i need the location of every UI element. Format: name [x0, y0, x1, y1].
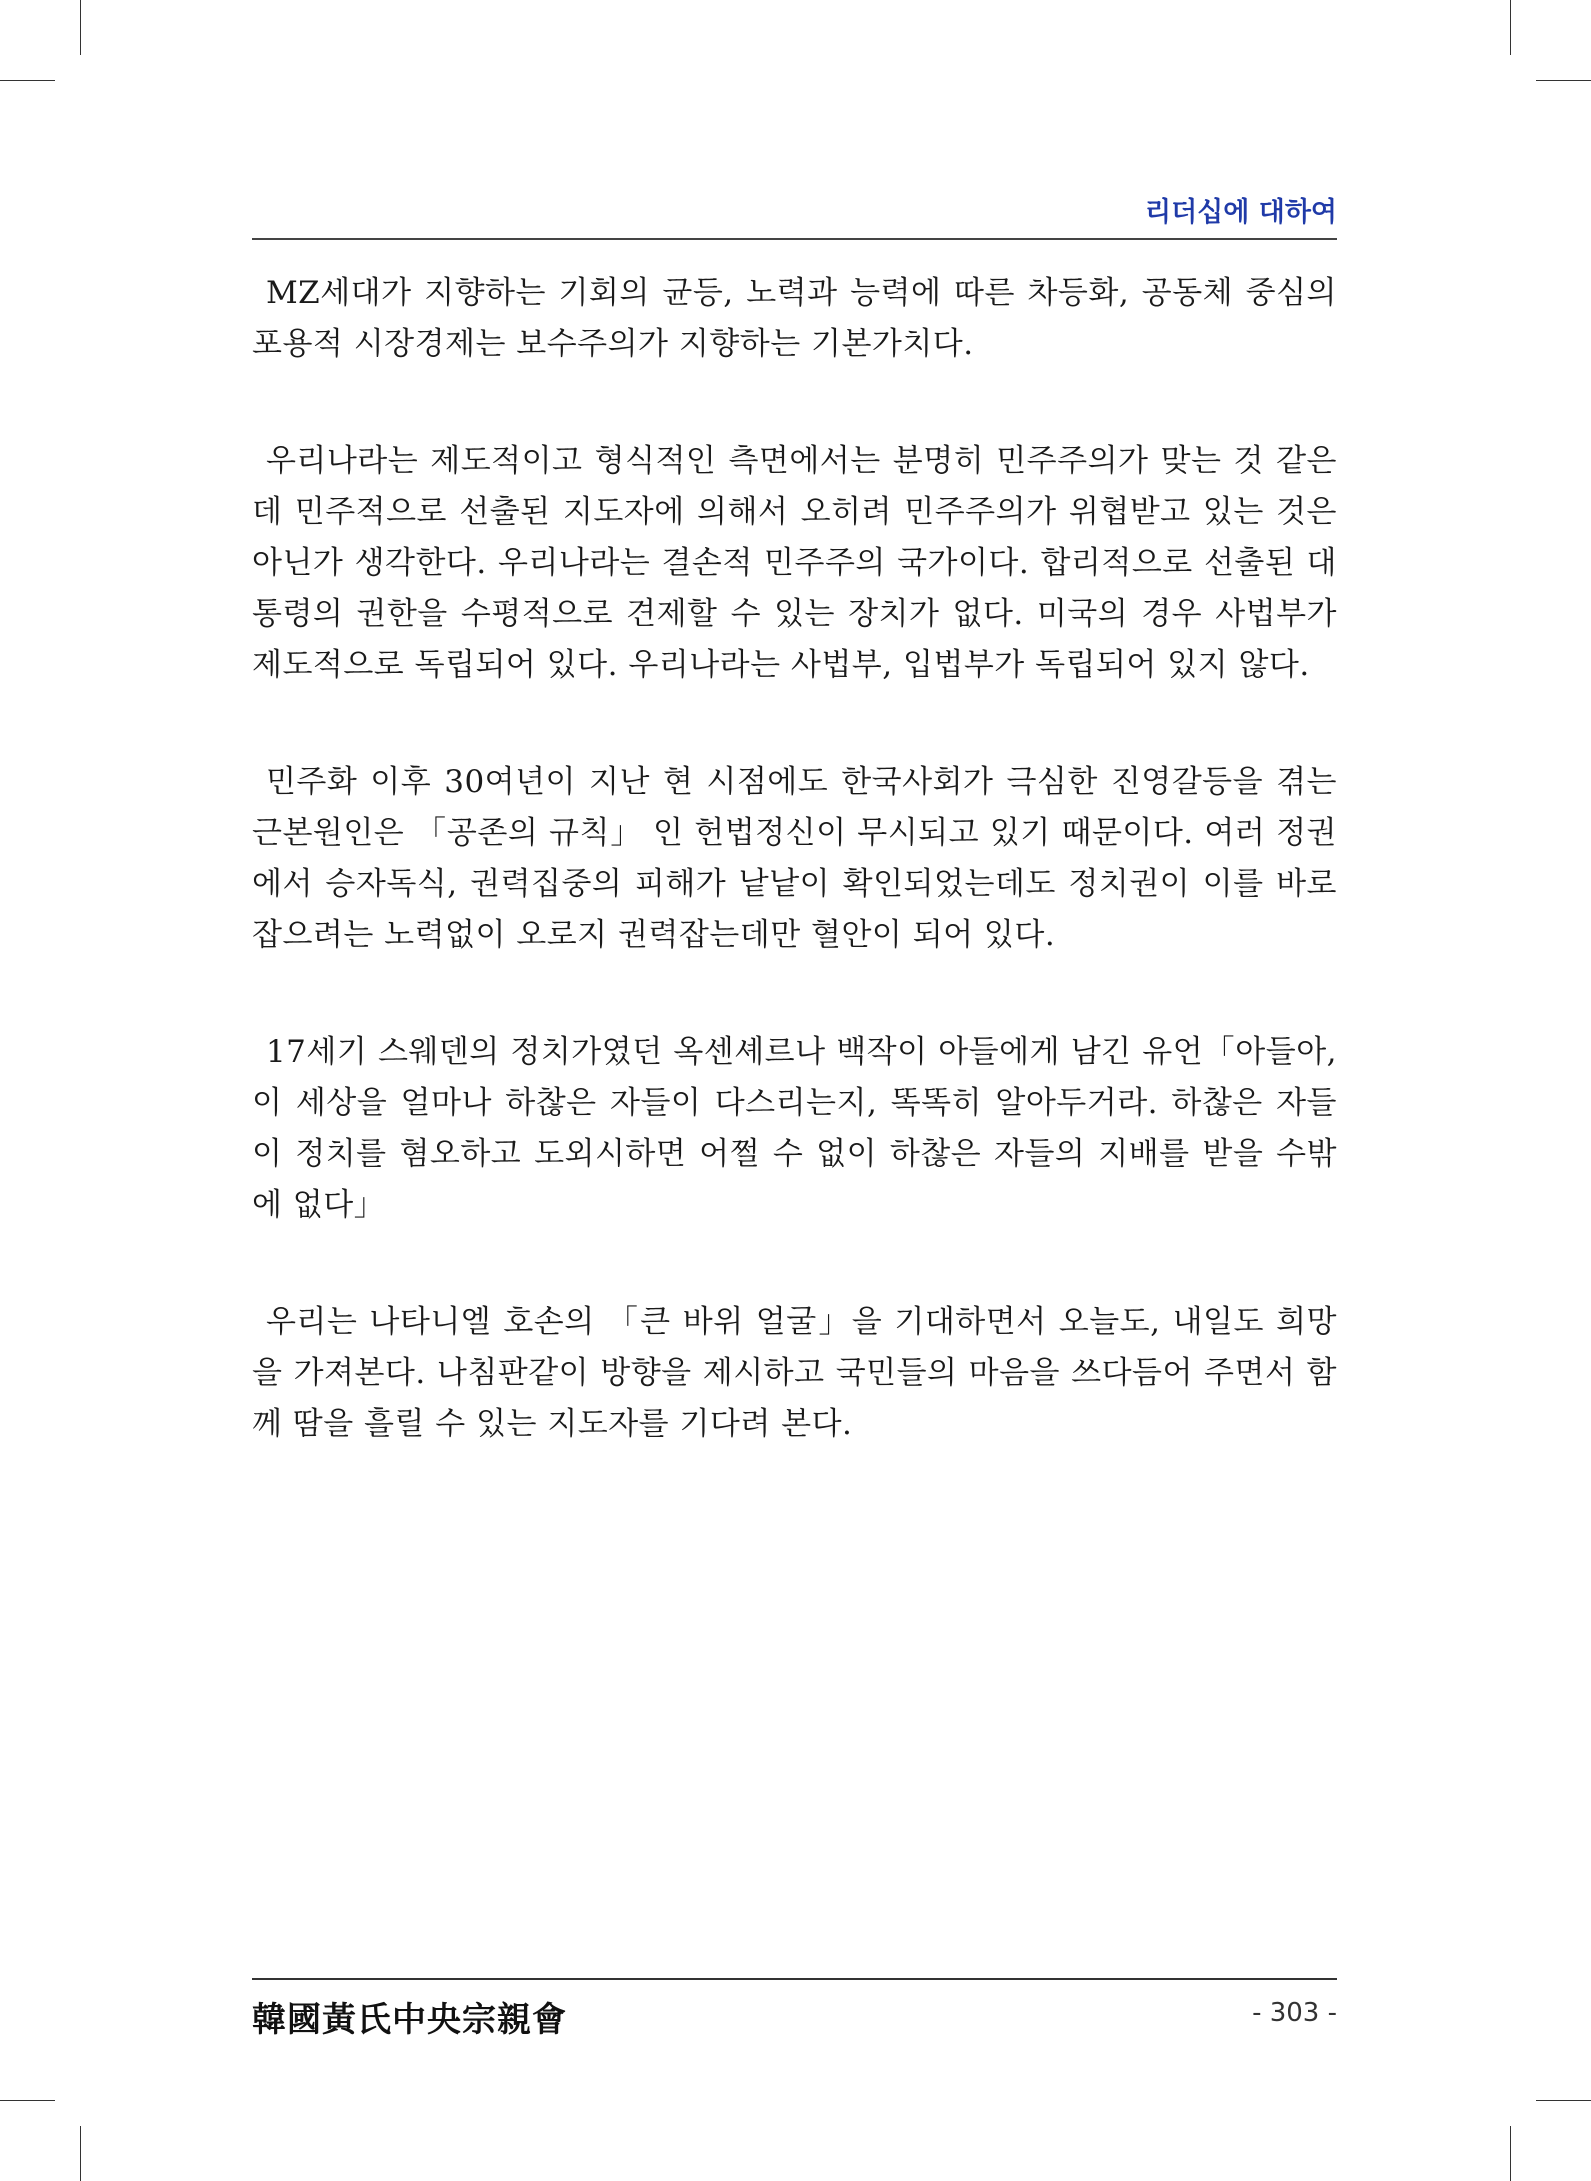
crop-mark — [1510, 2126, 1511, 2181]
paragraph: MZ세대가 지향하는 기회의 균등, 노력과 능력에 따른 차등화, 공동체 중심의 포용적 시장경제는 보수주의가 지향하는 기본가치다. — [252, 275, 1337, 362]
paragraph: 우리는 나타니엘 호손의 「큰 바위 얼굴」을 기대하면서 오늘도, 내일도 희망을 가져본다. 나침판같이 방향을 제시하고 국민들의 마음을 쓰다듬어 주면서 함께 땀을 흘릴 수 있는 지도자를 기다려 본다. — [252, 1304, 1337, 1442]
paragraph: 우리나라는 제도적이고 형식적인 측면에서는 분명히 민주주의가 맞는 것 같은데 민주적으로 선출된 지도자에 의해서 오히려 민주주의가 위협받고 있는 것은 아닌가 생각한다. 우리나라는 결손적 민주주의 국가이다. 합리적으로 선출된 대통령의 권한을 수평적으로 견제할 수 있는 장치가 없다. 미국의 경우 사법부가 제도적으로 독립되어 있다. 우리나라는 사법부, 입법부가 독립되어 있지 않다. — [252, 443, 1337, 683]
page-number: - 303 - — [1252, 1998, 1337, 2028]
footer-organization: 韓國黃氏中央宗親會 — [252, 2000, 567, 2040]
crop-mark — [1536, 2100, 1591, 2101]
crop-mark — [1536, 80, 1591, 81]
crop-mark — [0, 2100, 55, 2101]
paragraph: 민주화 이후 30여년이 지난 현 시점에도 한국사회가 극심한 진영갈등을 겪는 근본원인은 「공존의 규칙」 인 헌법정신이 무시되고 있기 때문이다. 여러 정권에서 승자독식, 권력집중의 피해가 낱낱이 확인되었는데도 정치권이 이를 바로 잡으려는 노력없이 오로지 권력잡는데만 혈안이 되어 있다. — [252, 764, 1337, 953]
crop-mark — [80, 0, 81, 55]
running-title: 리더십에 대하여 — [1145, 197, 1337, 228]
crop-mark — [0, 80, 55, 81]
header-rule — [252, 238, 1337, 240]
crop-mark — [1510, 0, 1511, 55]
crop-mark — [80, 2126, 81, 2181]
paragraph: 17세기 스웨덴의 정치가였던 옥센셰르나 백작이 아들에게 남긴 유언「아들아, 이 세상을 얼마나 하찮은 자들이 다스리는지, 똑똑히 알아두거라. 하찮은 자들이 정치를 혐오하고 도외시하면 어쩔 수 없이 하찮은 자들의 지배를 받을 수밖에 없다」 — [252, 1034, 1337, 1223]
body-text — [252, 268, 1337, 1516]
footer-rule — [252, 1978, 1337, 1980]
